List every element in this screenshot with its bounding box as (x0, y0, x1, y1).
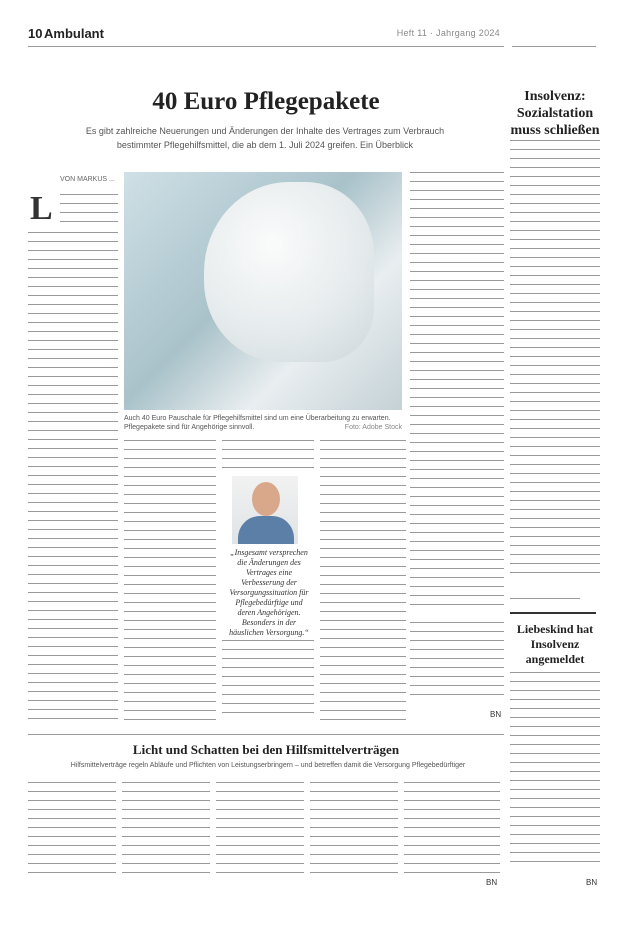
section-divider (28, 734, 504, 735)
glove-image (204, 182, 374, 362)
article-column-3-bottom (222, 640, 314, 720)
section2-end-mark: BN (486, 878, 498, 887)
article-column-2 (124, 440, 216, 720)
portrait-head (252, 482, 280, 516)
sidebar-divider (510, 612, 596, 614)
article-column-1 (28, 232, 118, 720)
article-column-1-top (60, 194, 118, 230)
section2-column-5 (404, 782, 500, 878)
sidebar-article-1 (510, 140, 600, 580)
portrait-shirt (238, 516, 294, 544)
sidebar-headline-2: Liebeskind hat Insolvenz angemeldet (516, 622, 594, 666)
article-title: 40 Euro Pflegepakete (152, 88, 380, 115)
photo-caption (124, 414, 402, 432)
article-column-3-top (222, 440, 314, 474)
sidebar-headline-1: Insolvenz: Sozialstation muss schließen (510, 89, 600, 138)
section2-column-1 (28, 782, 116, 878)
photo-credit: Foto: Adobe Stock (344, 424, 402, 431)
article-end-mark: BN (490, 710, 502, 719)
article-column-5 (410, 172, 504, 612)
sidebar-header-rule (512, 46, 596, 47)
section2-column-3 (216, 782, 304, 878)
section2-title: Licht und Schatten bei den Hilfsmittelverträgen (132, 742, 400, 757)
pull-quote (226, 548, 312, 649)
article-info-box (410, 622, 504, 702)
dropcap: L (30, 190, 53, 227)
sidebar-article-1-tail (510, 598, 580, 606)
issue-info: Heft 11 · Jahrgang 2024 (396, 28, 500, 38)
sidebar-end-mark: BN (586, 878, 598, 887)
author-portrait (232, 476, 298, 544)
section-name: Ambulant (44, 26, 104, 41)
article-subtitle: Es gibt zahlreiche Neuerungen und Änderungen der Inhalte des Vertrages zum Verbrauch bestimmter Pflegehilfsmittel, die ab dem 1. Juli 2024 greifen. Ein Überblick (85, 126, 445, 150)
article-photo (124, 172, 402, 410)
section2-column-2 (122, 782, 210, 878)
quote-text: „Insgesamt versprechen die Änderungen des Vertrages eine Verbesserung der Versorgungssituation für Pflegebedürftige und deren Angehörigen. Besonders in der häuslichen Versorgung.“ (229, 548, 309, 637)
header-rule (28, 46, 504, 47)
sidebar-article-2 (510, 672, 600, 868)
page-number: 10 (28, 26, 43, 41)
caption-text: Auch 40 Euro Pauschale für Pflegehilfsmittel sind um eine Überarbeitung zu erwarten. Pflegepakete sind für Angehörige sinnvoll. (124, 415, 391, 431)
section2-column-4 (310, 782, 398, 878)
section2-subtitle: Hilfsmittelverträge regeln Abläufe und Pflichten von Leistungserbringern – und betreffen damit die Versorgung Pflegebedürftiger (70, 762, 466, 769)
byline: VON MARKUS ... (60, 176, 115, 183)
article-column-4 (320, 440, 406, 720)
